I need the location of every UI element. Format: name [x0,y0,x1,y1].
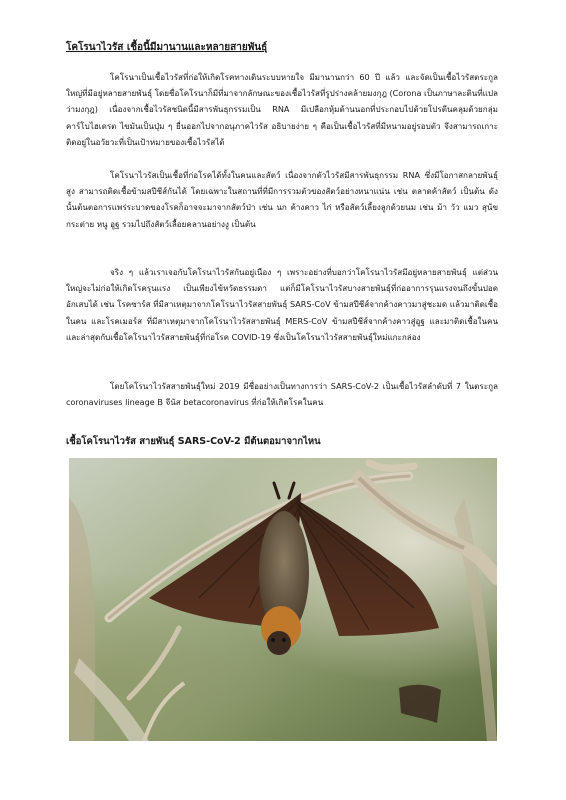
section-heading: เชื้อโคโรนาไวรัส สายพันธุ์ SARS-CoV-2 มีต้นตอมาจากไหน [66,436,321,447]
paragraph-intro: โคโรนาเป็นเชื้อไวรัสที่ก่อให้เกิดโรคทางเดินระบบหายใจ มีมานานกว่า 60 ปี แล้ว และจัดเป็นเชื้อไวรัสตระกูลใหญ่ที่มีอยู่หลายสายพันธุ์ โดยชื่อโคโรนาก็มีที่มาจากลักษณะของเชื้อไวรัสที่รูปร่างคล้ายมงกุฎ (Corona เป็นภาษาละตินที่แปลว่ามงกุฎ) เนื่องจากเชื้อไวรัสชนิดนี้มีสารพันธุกรรมเป็น RNA มีเปลือกหุ้มด้านนอกที่ประกอบไปด้วยโปรตีนคลุมด้วยกลุ่มคาร์โบไฮเดรต ไขมันเป็นปุ่ม ๆ ยื่นออกไปจากอนุภาคไวรัส อธิบายง่าย ๆ คือเป็นเชื้อไวรัสที่มีหนามอยู่รอบตัว จึงสามารถเกาะติดอยู่ในอวัยวะที่เป็นเป้าหมายของเชื้อไวรัสได้ [66,72,498,147]
page-title: โคโรนาไวรัส เชื้อนี้มีมานานและหลายสายพันธุ์ [66,42,268,53]
hanging-bat-image [69,458,497,741]
paragraph-sars-cov-2: โดยโคโรนาไวรัสสายพันธุ์ใหม่ 2019 มีชื่ออย่างเป็นทางการว่า SARS-CoV-2 เป็นเชื้อไวรัสลำดับที่ 7 ในตระกูล coronaviruses lineage B จีนัส betacoronavirus ที่ก่อให้เกิดโรคในคน [66,381,498,408]
bat-photo [69,458,497,741]
paragraph-hosts: โคโรนาไวรัสเป็นเชื้อที่ก่อโรคได้ทั้งในคนและสัตว์ เนื่องจากตัวไวรัสมีสารพันธุกรรม RNA ซึ่งมีโอกาสกลายพันธุ์สูง สามารถติดเชื้อข้ามสปีชีส์กันได้ โดยเฉพาะในสถานที่ที่มีการรวมตัวของสัตว์อย่างหนาแน่น เช่น ตลาดค้าสัตว์ เป็นต้น ดังนั้นต้นตอการแพร่ระบาดของโรคก็อาจจะมาจากสัตว์ป่า เช่น นก ค้างคาว ไก่ หรือสัตว์เลี้ยงลูกด้วยนม เช่น ม้า วัว แมว สุนัข กระต่าย หนู อูฐ รวมไปถึงสัตว์เลื้อยคลานอย่างงู เป็นต้น [66,170,498,229]
paragraph-strains: จริง ๆ แล้วเราเจอกับโคโรนาไวรัสกันอยู่เนือง ๆ เพราะอย่างที่บอกว่าโคโรนาไวรัสมีอยู่หลายสายพันธุ์ แต่ส่วนใหญ่จะไม่ก่อให้เกิดโรครุนแรง เป็นเพียงไข้หวัดธรรมดา แต่ก็มีโคโรนาไวรัสบางสายพันธุ์ที่ก่ออาการรุนแรงจนถึงขั้นปอดอักเสบได้ เช่น โรคซาร์ส ที่มีสาเหตุมาจากโคโรนาไวรัสสายพันธุ์ SARS-CoV ข้ามสปีชีส์จากค้างคาวมาสู่ชะมด แล้วมาติดเชื้อในคน และโรคเมอร์ส ที่มีสาเหตุมาจากโคโรนาไวรัสสายพันธุ์ MERS-CoV ข้ามสปีชีส์จากค้างคาวสู่อูฐ และมาติดเชื้อในคน และล่าสุดกับเชื้อโคโรนาไวรัสสายพันธุ์ที่ก่อโรค COVID-19 ซึ่งเป็นโคโรนาไวรัสสายพันธุ์ใหม่แกะกล่อง [66,267,498,342]
